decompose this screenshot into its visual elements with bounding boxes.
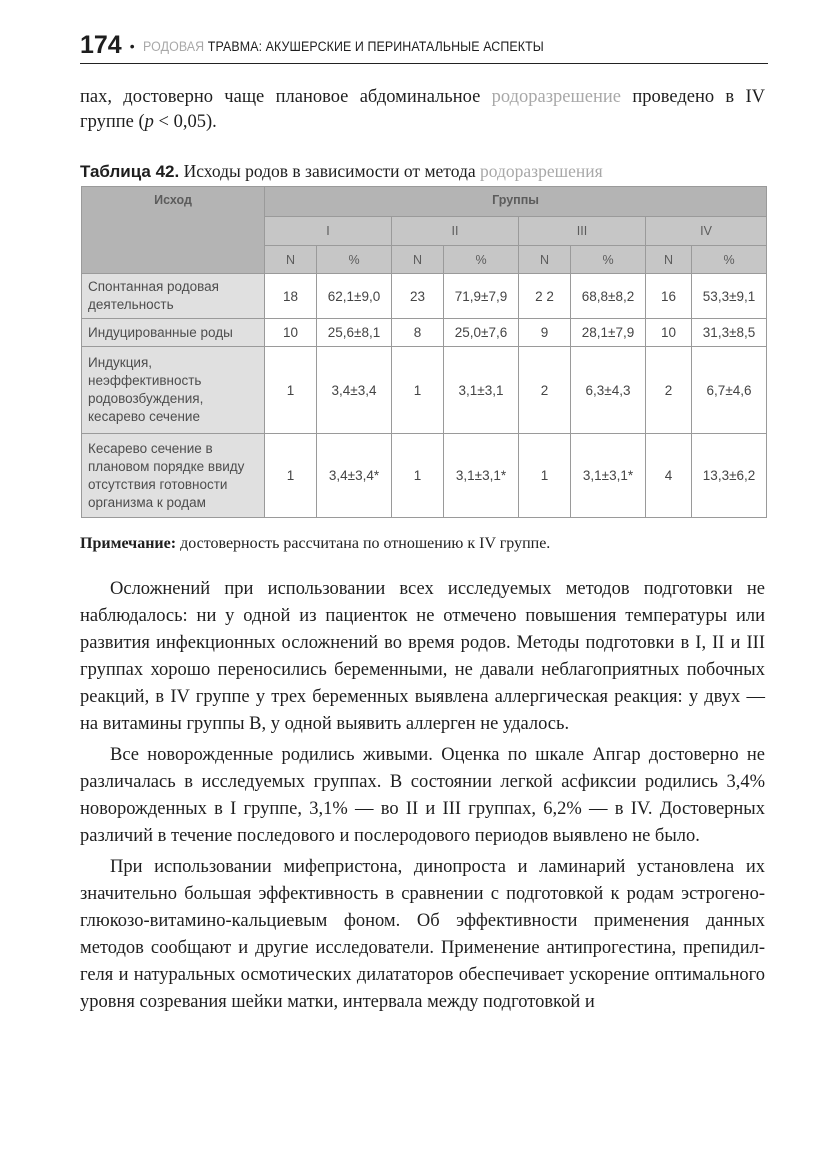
cell-n: 2 xyxy=(519,347,571,434)
cell-pct: 3,4±3,4 xyxy=(317,347,392,434)
running-title-faded: РОДОВАЯ xyxy=(142,39,204,54)
row-label: Кесарево сечение в плановом порядке ввиду отсутствия готовности организма к родам xyxy=(82,434,265,518)
table-note xyxy=(80,534,550,554)
cell-n: 2 2 xyxy=(519,274,571,319)
group-header: IV xyxy=(646,217,767,246)
cell-n: 9 xyxy=(519,319,571,347)
groups-header: Группы xyxy=(265,187,767,217)
table-row xyxy=(82,434,767,518)
running-title-rest: ТРАВМА: АКУШЕРСКИЕ И ПЕРИНАТАЛЬНЫЕ АСПЕКТЫ xyxy=(203,39,544,54)
n-header: N xyxy=(265,246,317,274)
cell-n: 18 xyxy=(265,274,317,319)
cell-n: 1 xyxy=(265,347,317,434)
table-caption-label: Таблица 42. xyxy=(80,162,180,181)
group-header: II xyxy=(392,217,519,246)
table-row xyxy=(82,274,767,319)
cell-n: 1 xyxy=(519,434,571,518)
cell-n: 8 xyxy=(392,319,444,347)
body-paragraph: Осложнений при использовании всех исследуемых методов подготовки не наблюдалось: ни у одной из пациенток не отмечено повышения температуры или развития инфекционных осложнений во время родов. Методы подготовки в I, II и III группах хорошо переносились беременными, не давали неблагоприятных побочных реакций, в IV группе у трех беременных выявлена аллергическая реакция: у двух — на витамины группы B, у одной выявить аллерген не удалось. xyxy=(80,579,765,734)
table-note-text: достоверность рассчитана по отношению к IV группе. xyxy=(176,535,551,552)
cell-n: 1 xyxy=(265,434,317,518)
cell-n: 2 xyxy=(646,347,692,434)
cell-pct: 31,3±8,5 xyxy=(692,319,767,347)
results-table xyxy=(81,186,767,518)
header-bullet: • xyxy=(129,38,135,54)
pct-header: % xyxy=(571,246,646,274)
intro-faded-word: родоразрешение xyxy=(491,87,621,107)
intro-text-3: < 0,05). xyxy=(153,112,217,132)
intro-text-2: проведено в IV группе ( xyxy=(80,87,765,132)
cell-pct: 68,8±8,2 xyxy=(571,274,646,319)
cell-pct: 62,1±9,0 xyxy=(317,274,392,319)
intro-paragraph xyxy=(80,85,765,135)
table-caption-faded: родоразрешения xyxy=(480,161,603,181)
outcome-header: Исход xyxy=(82,187,265,274)
n-header: N xyxy=(392,246,444,274)
cell-pct: 3,4±3,4* xyxy=(317,434,392,518)
n-header: N xyxy=(519,246,571,274)
cell-n: 10 xyxy=(646,319,692,347)
group-header: III xyxy=(519,217,646,246)
body-paragraph: При использовании мифепристона, динопроста и ламинарий установлена их значительно большая эффективность в сравнении с подготовкой к родам эстрогено-глюкозо-витамино-кальциевым фоном. Об эффективности применения данных методов сообщают и другие исследователи. Применение антипрогестина, препидил-геля и натуральных осмотических дилататоров обеспечивает ускорение оптимального уровня созревания шейки матки, интервала между подготовкой и xyxy=(80,857,765,1012)
table-row xyxy=(82,319,767,347)
group-header: I xyxy=(265,217,392,246)
cell-n: 16 xyxy=(646,274,692,319)
cell-pct: 6,7±4,6 xyxy=(692,347,767,434)
running-title xyxy=(143,39,544,54)
cell-pct: 6,3±4,3 xyxy=(571,347,646,434)
intro-p-symbol: p xyxy=(144,112,154,132)
cell-pct: 25,0±7,6 xyxy=(444,319,519,347)
n-header: N xyxy=(646,246,692,274)
table-caption-text: Исходы родов в зависимости от метода xyxy=(179,161,481,181)
cell-pct: 3,1±3,1* xyxy=(571,434,646,518)
body-text xyxy=(80,576,765,1020)
cell-pct: 3,1±3,1* xyxy=(444,434,519,518)
pct-header: % xyxy=(692,246,767,274)
row-label: Индукция, неэффективность родовозбуждения, кесарево сечение xyxy=(82,347,265,434)
cell-n: 1 xyxy=(392,434,444,518)
cell-pct: 53,3±9,1 xyxy=(692,274,767,319)
intro-text-1: пах, достоверно чаще плановое абдоминальное xyxy=(80,87,492,107)
row-label: Индуцированные роды xyxy=(82,319,265,347)
cell-pct: 3,1±3,1 xyxy=(444,347,519,434)
cell-n: 4 xyxy=(646,434,692,518)
cell-n: 23 xyxy=(392,274,444,319)
table-caption xyxy=(80,160,603,183)
cell-pct: 13,3±6,2 xyxy=(692,434,767,518)
pct-header: % xyxy=(317,246,392,274)
page-number: 174 xyxy=(80,31,122,59)
cell-pct: 28,1±7,9 xyxy=(571,319,646,347)
table-note-label: Примечание: xyxy=(80,535,177,552)
pct-header: % xyxy=(444,246,519,274)
running-head xyxy=(80,24,768,64)
table-row xyxy=(82,347,767,434)
cell-pct: 71,9±7,9 xyxy=(444,274,519,319)
body-paragraph: Все новорожденные родились живыми. Оценка по шкале Апгар достоверно не различалась в исследуемых группах. В состоянии легкой асфиксии родились 3,4% новорожденных в I группе, 3,1% — во II и III группах, 6,2% — в IV. Достоверных различий в течение последового и послеродового периодов выявлено не было. xyxy=(80,745,765,846)
cell-n: 10 xyxy=(265,319,317,347)
row-label: Спонтанная родовая деятельность xyxy=(82,274,265,319)
cell-pct: 25,6±8,1 xyxy=(317,319,392,347)
cell-n: 1 xyxy=(392,347,444,434)
